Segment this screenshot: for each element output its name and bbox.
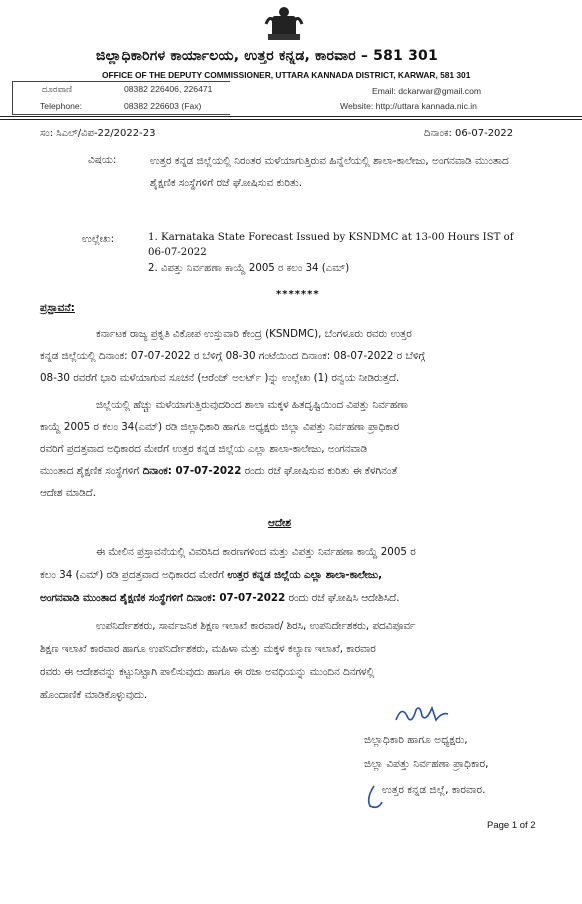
reference-number: ಸಂ: ಸಿಎಲ್/ವಿಪ-22/2022-23 [40,128,156,139]
office-name-kannada: ಜಿಲ್ಲಾಧಿಕಾರಿಗಳ ಕಾರ್ಯಾಲಯ, ಉತ್ತರ ಕನ್ನಡ, ಕಾರವಾರ – 581 301 [96,48,438,64]
telephone-label: Telephone: [40,101,83,111]
order-line: ಕಲಂ 34 (ಎಮ್) ರಡಿ ಪ್ರದತ್ತವಾದ ಅಧಿಕಾರದ ಮೇರೆಗೆ ಉತ್ತರ ಕನ್ನಡ ಜಿಲ್ಲೆಯ ಎಲ್ಲಾ ಶಾಲಾ-ಕಾಲೇಜು, [40,569,382,581]
order-line: ಶಿಕ್ಷಣ ಇಲಾಖೆ ಕಾರವಾರ ಹಾಗೂ ಉಪನಿರ್ದೇಶಕರು, ಮಹಿಳಾ ಮತ್ತು ಮಕ್ಕಳ ಕಲ್ಯಾಣ ಇಲಾಖೆ, ಕಾರವಾರ [40,643,376,655]
section-separator: ******* [276,289,320,300]
order-line: ಈ ಮೇಲಿನ ಪ್ರಸ್ತಾವನೆಯಲ್ಲಿ ವಿವರಿಸಿದ ಕಾರಣಗಳಿಂದ ಮತ್ತು ವಿಪತ್ತು ನಿರ್ವಹಣಾ ಕಾಯ್ದೆ 2005 ರ [96,546,416,558]
signatory-line: ಜಿಲ್ಲಾ ವಿಪತ್ತು ನಿರ್ವಹಣಾ ಪ್ರಾಧಿಕಾರ, [364,758,489,770]
order-line: ಅಂಗನವಾಡಿ ಮುಂತಾದ ಶೈಕ್ಷಣಿಕ ಸಂಸ್ಥೆಗಳಿಗೆ ದಿನಾಂಕ: 07-07-2022 ರಂದು ರಜೆ ಘೋಷಿಸಿ ಆದೇಶಿಸಿದೆ. [40,592,400,604]
phone-label-kannada: ದೂರವಾಣಿ [42,84,73,94]
website: Website: http://uttara kannada.nic.in [340,101,477,111]
preamble-line: ಮುಂತಾದ ಶೈಕ್ಷಣಿಕ ಸಂಸ್ಥೆಗಳಿಗೆ ದಿನಾಂಕ: 07-07-2022 ರಂದು ರಜೆ ಘೋಷಿಸುವ ಕುರಿತು ಈ ಕೆಳಗಿನಂತೆ [40,465,398,477]
preamble-line: 08-30 ರವರೆಗೆ ಭಾರಿ ಮಳೆಯಾಗುವ ಸೂಚನೆ (ಆರೆಂಜ್ ಅಲರ್ಟ್ )ನ್ನು ಉಲ್ಲೇಖ (1) ರನ್ವಯ ನೀಡಿರುತ್ತದೆ. [40,372,400,384]
preamble-line: ಜಿಲ್ಲೆಯಲ್ಲಿ ಹೆಚ್ಚು ಮಳೆಯಾಗುತ್ತಿರುವುದರಿಂದ ಶಾಲಾ ಮಕ್ಕಳ ಹಿತದೃಷ್ಟಿಯಿಂದ ವಿಪತ್ತು ನಿರ್ವಹಣಾ [96,399,408,411]
office-name-english: OFFICE OF THE DEPUTY COMMISSIONER, UTTARA KANNADA DISTRICT, KARWAR, 581 301 [102,70,471,80]
email: Email: dckarwar@gmail.com [372,86,482,96]
state-emblem-icon [262,4,306,44]
preamble-line: ಕಾಯ್ದೆ 2005 ರ ಕಲಂ 34(ಎಮ್) ರಡಿ ಜಿಲ್ಲಾಧಿಕಾರಿ ಹಾಗೂ ಅಧ್ಯಕ್ಷರು ಜಿಲ್ಲಾ ವಿಪತ್ತು ನಿರ್ವಹಣಾ ಪ್ರಾಧಿಕಾರ [40,421,400,433]
preamble-line: ಕರ್ನಾಟಕ ರಾಜ್ಯ ಪ್ರಕೃತಿ ವಿಕೋಪ ಉಸ್ತುವಾರಿ ಕೇಂದ್ರ (KSNDMC), ಬೆಂಗಳೂರು ರವರು ಉತ್ತರ [96,328,412,340]
letter-date: ದಿನಾಂಕ: 06-07-2022 [424,128,514,139]
order-heading: ಆದೇಶ [268,517,292,529]
subject-label: ವಿಷಯ: [88,154,117,166]
reference-item: 1. Karnataka State Forecast Issued by KSNDMC at 13-00 Hours IST of 06-07-2022 [148,232,514,258]
fax-number: 08382 226603 (Fax) [124,101,202,111]
header-divider [0,116,582,117]
signatory-line: ಉತ್ತರ ಕನ್ನಡ ಜಿಲ್ಲೆ, ಕಾರವಾರ. [382,784,486,796]
preamble-heading: ಪ್ರಸ್ತಾವನೆ: [40,302,75,314]
reference-item: 2. ವಿಪತ್ತು ನಿರ್ವಹಣಾ ಕಾಯ್ದೆ 2005 ರ ಕಲಂ 34 (ಎಮ್) [148,263,350,274]
phone-numbers: 08382 226406, 226471 [124,84,213,94]
order-line: ಹೊಂದಾಣಿಕೆ ಮಾಡಿಕೊಳ್ಳುವುದು. [40,689,148,701]
order-line: ರವರು ಈ ಆದೇಶವನ್ನು ಕಟ್ಟುನಿಟ್ಟಾಗಿ ಪಾಲಿಸುವುದು ಹಾಗೂ ಈ ರಜಾ ಅವಧಿಯನ್ನು ಮುಂದಿನ ದಿನಗಳಲ್ಲಿ [40,666,375,678]
preamble-line: ರವರಿಗೆ ಪ್ರದತ್ತವಾದ ಅಧಿಕಾರದ ಮೇರೆಗೆ ಉತ್ತರ ಕನ್ನಡ ಜಿಲ್ಲೆಯ ಎಲ್ಲಾ ಶಾಲಾ-ಕಾಲೇಜು, ಅಂಗನವಾಡಿ [40,443,368,455]
page-number: Page 1 of 2 [487,820,536,831]
header-divider-thin [0,119,582,120]
signatory-line: ಜಿಲ್ಲಾಧಿಕಾರಿ ಹಾಗೂ ಅಧ್ಯಕ್ಷರು, [364,734,468,746]
preamble-line: ಆದೇಶ ಮಾಡಿದೆ. [40,487,96,499]
reference-label: ಉಲ್ಲೇಖ: [82,233,115,245]
subject-text: ಉತ್ತರ ಕನ್ನಡ ಜಿಲ್ಲೆಯಲ್ಲಿ ನಿರಂತರ ಮಳೆಯಾಗುತ್ತಿರುವ ಹಿನ್ನೆಲೆಯಲ್ಲಿ ಶಾಲಾ-ಕಾಲೇಜು, ಅಂಗನವಾಡಿ ಮುಂತಾದ ಶೈಕ್ಷಣಿಕ ಸಂಸ್ಥೆಗಳಿಗೆ ರಜೆ ಘೋಷಿಸುವ ಕುರಿತು. [150,155,509,189]
order-line: ಉಪನಿರ್ದೇಶಕರು, ಸಾರ್ವಜನಿಕ ಶಿಕ್ಷಣ ಇಲಾಖೆ ಕಾರವಾರ/ ಶಿರಸಿ, ಉಪನಿರ್ದೇಶಕರು, ಪದವಿಪೂರ್ವ [96,620,416,632]
signature-mark [392,702,452,728]
preamble-line: ಕನ್ನಡ ಜಿಲ್ಲೆಯಲ್ಲಿ ದಿನಾಂಕ: 07-07-2022 ರ ಬೆಳಿಗ್ಗೆ 08-30 ಗಂಟೆಯಿಂದ ದಿನಾಂಕ: 08-07-2022 ರ ಬೆಳಿಗ್ಗೆ [40,350,426,362]
